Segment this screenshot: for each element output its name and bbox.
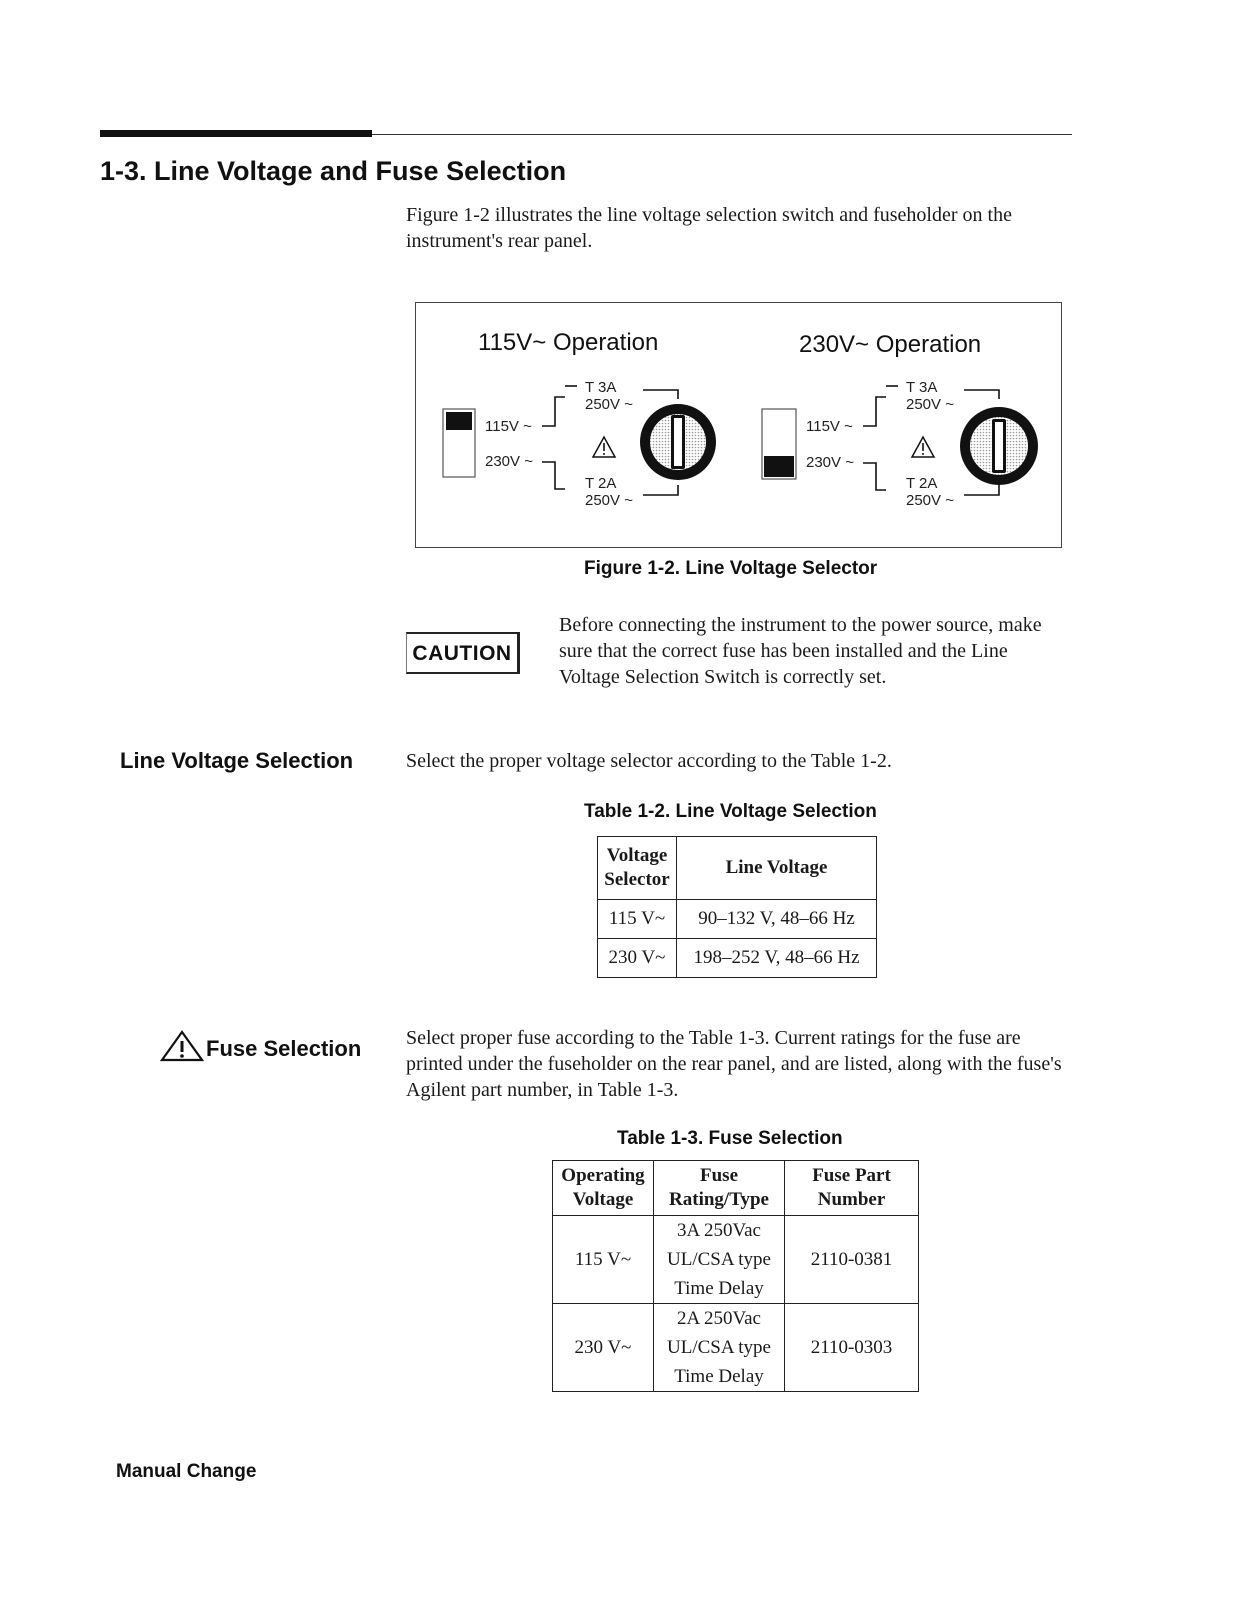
fuse-selection-table [552,1160,919,1392]
switch-label-115: 115V ~ [485,418,532,435]
cell-operating-voltage: 230 V~ [553,1304,654,1392]
fuseholder-icon [960,407,1038,485]
header-voltage-selector: Voltage Selector [598,837,677,900]
header-rule-thin [372,134,1072,135]
cell-fuse-rating [654,1304,785,1392]
rating-line: Time Delay [674,1366,764,1387]
fuse-top-rating-line2-right: 250V ~ [906,396,954,413]
rating-line: UL/CSA type [667,1249,771,1270]
cell-selector: 230 V~ [598,939,677,978]
table-row [598,939,877,978]
cell-part-number: 2110-0381 [785,1216,919,1304]
header-rule-thick [100,130,372,137]
fuse-bottom-rating-line1-right: T 2A [906,475,938,492]
rating-line: 2A 250Vac [677,1308,761,1329]
panel-230v-operation [762,331,1038,509]
cell-operating-voltage: 115 V~ [553,1216,654,1304]
header-operating-voltage: Operating Voltage [553,1161,654,1216]
header-fuse-part-number: Fuse Part Number [785,1161,919,1216]
line-voltage-paragraph: Select the proper voltage selector according to the Table 1-2. [406,750,892,772]
switch-label-230: 230V ~ [485,453,533,470]
switch-label-115-right: 115V ~ [806,418,853,435]
warning-triangle-icon [160,1030,204,1062]
cell-selector: 115 V~ [598,900,677,939]
fuseholder-icon [640,404,716,480]
panel-title-230v: 230V~ Operation [799,331,982,358]
intro-paragraph: Figure 1-2 illustrates the line voltage selection switch and fuseholder on the instrument's rear panel. [406,204,1012,252]
header-fuse-rating: Fuse Rating/Type [654,1161,785,1216]
switch-slider-selected-230 [764,456,794,477]
footer-manual-change: Manual Change [116,1461,257,1482]
table-header-row [598,837,877,900]
fuse-top-rating-line1-right: T 3A [906,379,938,396]
voltage-switch-left [443,409,475,477]
voltage-switch-right [762,409,796,479]
panel-115v-operation [443,329,716,509]
cell-line-voltage: 90–132 V, 48–66 Hz [677,900,877,939]
fuse-bottom-rating-line2: 250V ~ [585,492,633,509]
fuse-bottom-rating-line1: T 2A [585,475,617,492]
header-line-voltage: Line Voltage [677,837,877,900]
fuse-bottom-rating-line2-right: 250V ~ [906,492,954,509]
table-row [553,1304,919,1392]
line-voltage-heading: Line Voltage Selection [120,748,354,773]
fuse-selection-heading: Fuse Selection [206,1036,362,1061]
table-row [553,1216,919,1304]
rating-line: Time Delay [674,1278,764,1299]
rating-line: UL/CSA type [667,1337,771,1358]
table-1-3-title: Table 1-3. Fuse Selection [617,1128,843,1149]
table-header-row [553,1161,919,1216]
cell-part-number: 2110-0303 [785,1304,919,1392]
caution-text: Before connecting the instrument to the power source, make sure that the correct fuse has been installed and the Line Voltage Selection Switch is correctly set. [559,614,1042,688]
table-1-2-title: Table 1-2. Line Voltage Selection [584,801,877,822]
line-voltage-table [597,836,877,978]
line-voltage-selector-figure [415,302,1062,548]
fuse-selection-paragraph: Select proper fuse according to the Table 1-3. Current ratings for the fuse are printed under the fuseholder on the rear panel, and are listed, along with the fuse's Agilent part number, in Table 1-3. [406,1027,1062,1101]
fuse-top-rating-line1: T 3A [585,379,617,396]
cell-line-voltage: 198–252 V, 48–66 Hz [677,939,877,978]
cell-fuse-rating [654,1216,785,1304]
warning-triangle-icon [912,437,934,457]
switch-slider-selected-115 [446,412,472,430]
rating-line: 3A 250Vac [677,1220,761,1241]
fuse-selection-heading-group [160,1030,361,1062]
section-title: 1-3. Line Voltage and Fuse Selection [100,156,567,186]
fuse-top-rating-line2: 250V ~ [585,396,633,413]
table-row [598,900,877,939]
warning-triangle-icon [593,437,615,457]
caution-label: CAUTION [406,632,520,674]
switch-label-230-right: 230V ~ [806,454,854,471]
figure-caption: Figure 1-2. Line Voltage Selector [584,558,878,579]
panel-title-115v: 115V~ Operation [478,329,659,356]
